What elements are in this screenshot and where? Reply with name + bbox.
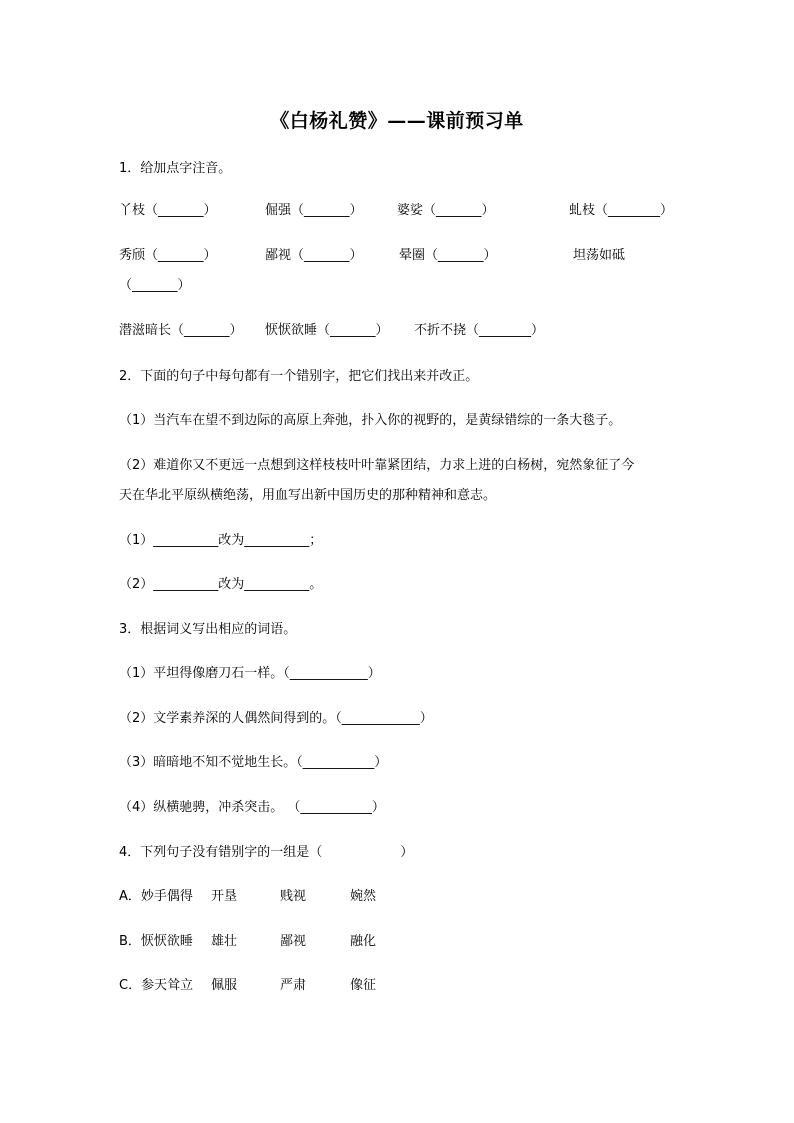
q3-item: （2）文学素养深的人偶然间得到的。（____________） <box>119 711 433 726</box>
q2-prompt: 2．下面的句子中每句都有一个错别字，把它们找出来并改正。 <box>119 369 479 384</box>
q1-item: 不折不挠（________） <box>414 323 545 338</box>
q2-sentence-2: （2）难道你又不更远一点想到这样枝枝叶叶靠紧团结，力求上进的白杨树，宛然象征了今 <box>119 458 635 473</box>
q4-option-b-word: 鄙视 <box>280 934 307 949</box>
q3-item: （1）平坦得像磨刀石一样。（____________） <box>119 666 381 681</box>
q1-item: 虬枝（________） <box>569 203 674 218</box>
q1-prompt: 1．给加点字注音。 <box>119 161 232 176</box>
q4-option-a-word: 贱视 <box>280 889 307 904</box>
q2-answer-2: （2）__________改为__________。 <box>119 577 323 592</box>
q2-answer-1: （1）__________改为__________； <box>119 533 323 548</box>
page-title: 《白杨礼赞》——课前预习单 <box>270 110 524 132</box>
q3-prompt: 3．根据词义写出相应的词语。 <box>119 622 297 637</box>
q4-option-a-word: 婉然 <box>350 889 377 904</box>
q4-option-c-word: 严肃 <box>280 978 307 993</box>
q2-sentence-2-cont: 天在华北平原纵横绝荡，用血写出新中国历史的那种精神和意志。 <box>119 488 497 503</box>
q4-option-b-word: 融化 <box>350 934 377 949</box>
q3-item: （4）纵横驰骋，冲杀突击。 （___________） <box>119 800 385 815</box>
q4-option-c-label: C．参天耸立 <box>119 978 194 993</box>
q1-item: 丫枝（_______） <box>119 203 217 218</box>
q3-item: （3）暗暗地不知不觉地生长。（___________） <box>119 755 388 770</box>
q1-item: 晕圈（_______） <box>399 248 497 263</box>
q1-item: 坦荡如砥 <box>573 248 626 263</box>
q4-option-b-label: B．恹恹欲睡 <box>119 934 193 949</box>
q1-item: 恹恹欲睡（_______） <box>265 323 389 338</box>
q4-option-b-word: 雄壮 <box>211 934 238 949</box>
q4-option-a-word: 开垦 <box>211 889 238 904</box>
q4-option-c-word: 佩服 <box>211 978 238 993</box>
q1-item: 婆娑（_______） <box>397 203 495 218</box>
q4-prompt: 4．下列句子没有错别字的一组是（ ） <box>119 845 414 860</box>
q2-sentence-1: （1）当汽车在望不到边际的高原上奔弛，扑入你的视野的，是黄绿错综的一条大毯子。 <box>119 413 622 428</box>
q1-item: 潜滋暗长（_______） <box>119 323 243 338</box>
q4-option-a-label: A．妙手偶得 <box>119 889 193 904</box>
q1-item: 秀颀（_______） <box>119 248 217 263</box>
q1-item: 倔强（_______） <box>265 203 363 218</box>
q1-item: 鄙视（_______） <box>265 248 363 263</box>
q1-item-continuation: （_______） <box>119 278 191 293</box>
q4-option-c-word: 像征 <box>350 978 377 993</box>
